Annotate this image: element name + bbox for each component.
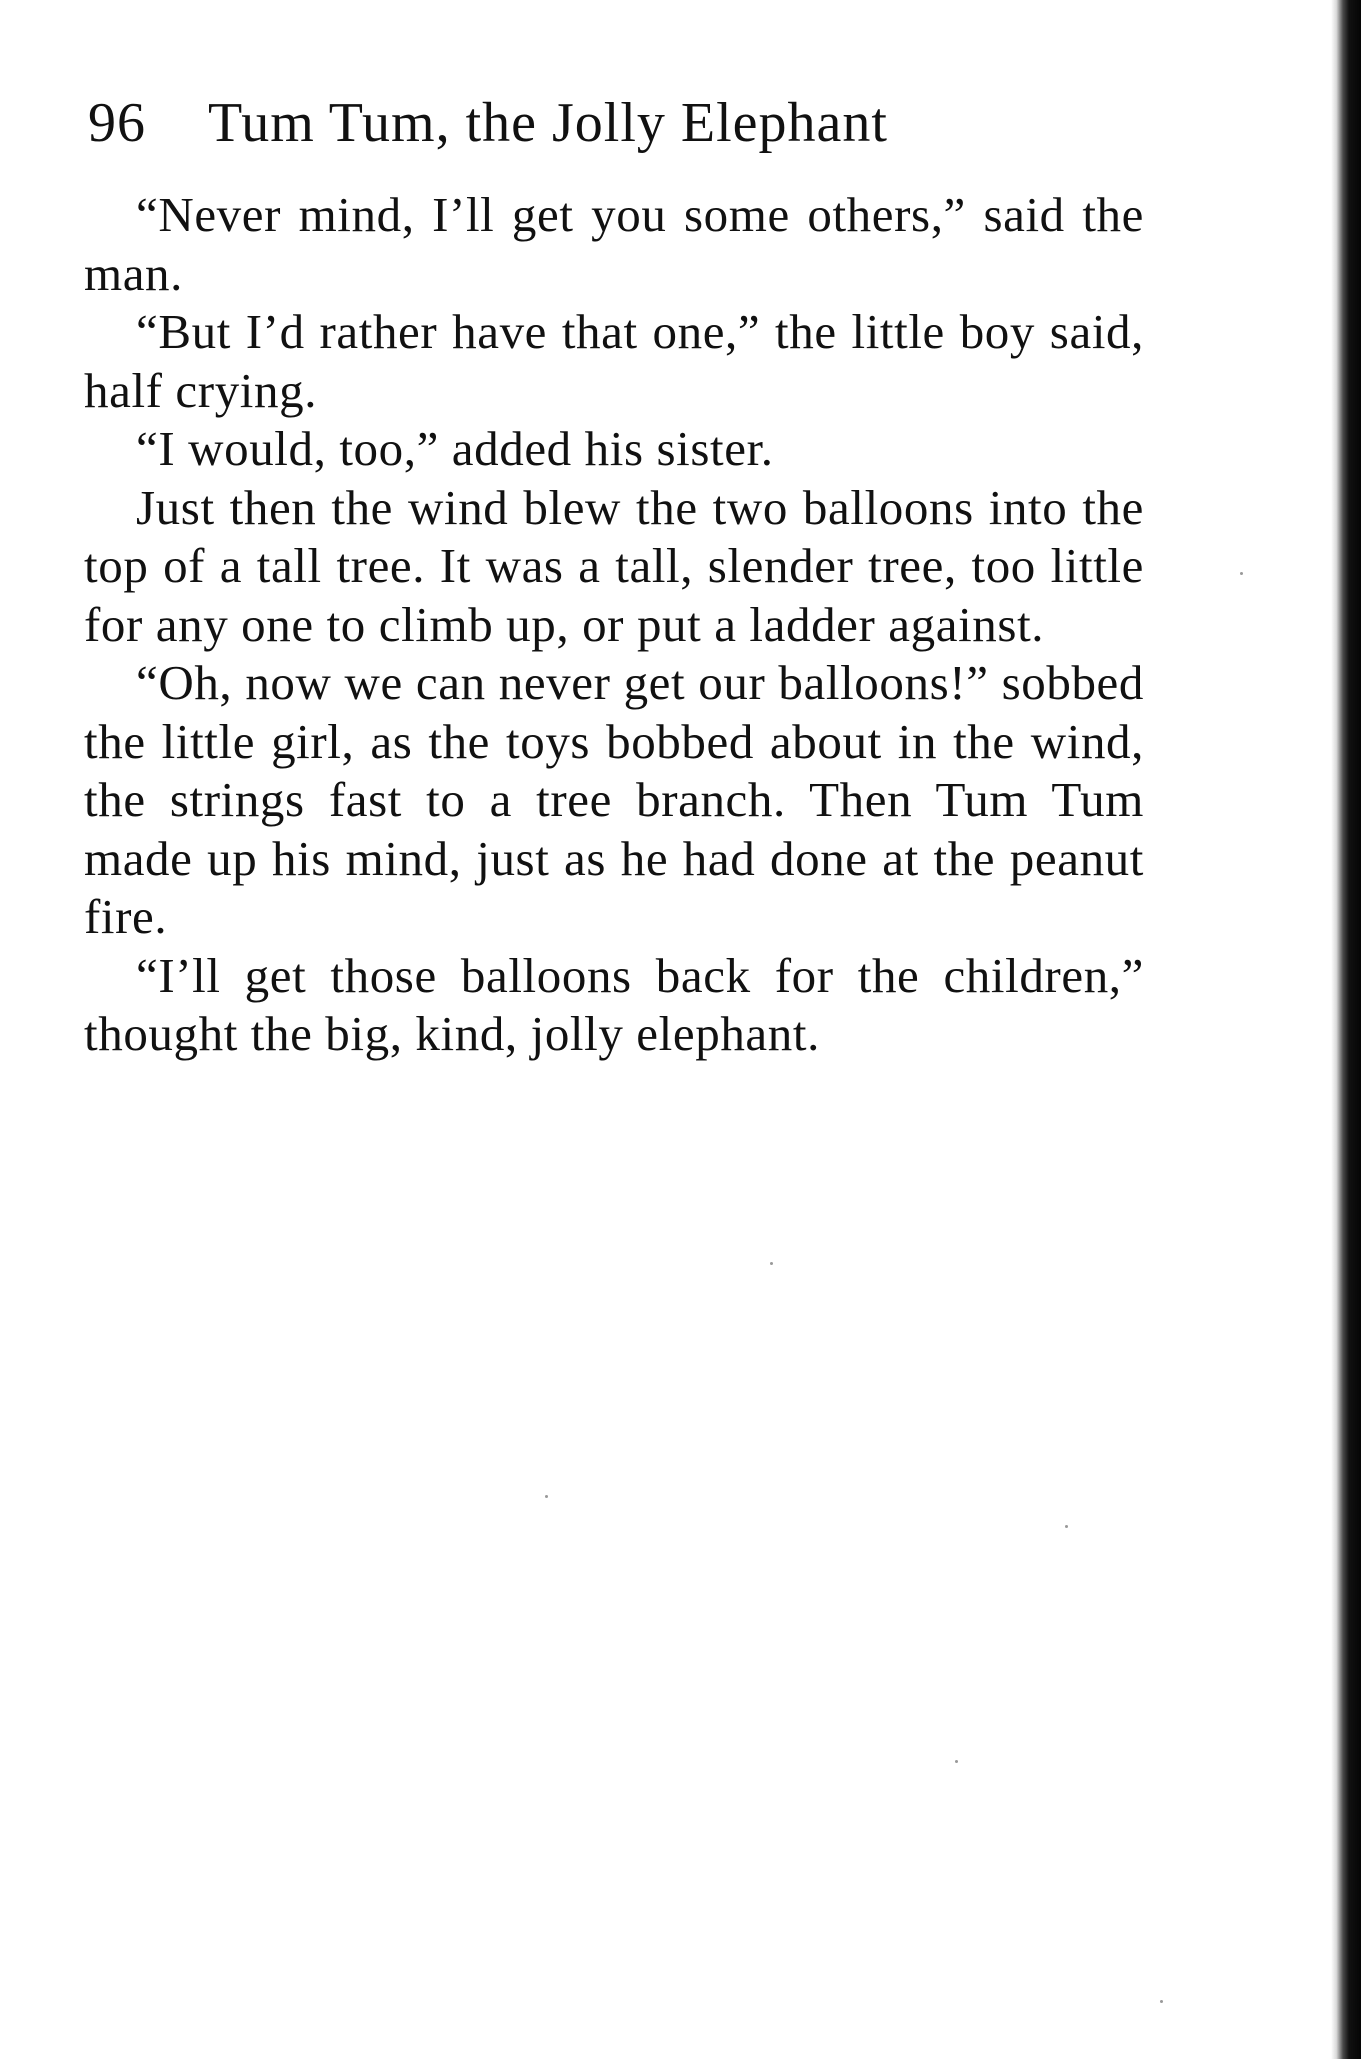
paper-speck xyxy=(1160,2000,1163,2003)
book-spine-edge xyxy=(1331,0,1361,2059)
running-head xyxy=(88,88,1148,158)
paper-speck xyxy=(770,1262,773,1265)
paragraph: “But I’d rather have that one,” the little boy said, half crying. xyxy=(84,304,1144,418)
running-title: Tum Tum, the Jolly Elephant xyxy=(208,92,888,154)
paragraph: “Never mind, I’ll get you some others,” said the man. xyxy=(84,187,1144,301)
paragraph: “Oh, now we can never get our balloons!” sobbed the little girl, as the toys bobbed about in the wind, the strings fast to a tree branch. Then Tum Tum made up his mind, just as he had done at the peanut fire. xyxy=(84,655,1144,944)
body-text xyxy=(84,186,1144,1064)
paper-speck xyxy=(955,1760,958,1763)
paper-speck xyxy=(1065,1525,1068,1528)
paper-speck xyxy=(545,1495,548,1498)
page-number: 96 xyxy=(88,92,146,154)
paragraph: “I’ll get those balloons back for the children,” thought the big, kind, jolly elephant. xyxy=(84,947,1144,1061)
paragraph: “I would, too,” added his sister. xyxy=(136,421,774,476)
paragraph: Just then the wind blew the two balloons into the top of a tall tree. It was a tall, slender tree, too little for any one to climb up, or put a ladder against. xyxy=(84,479,1144,652)
paper-speck xyxy=(1240,572,1243,575)
